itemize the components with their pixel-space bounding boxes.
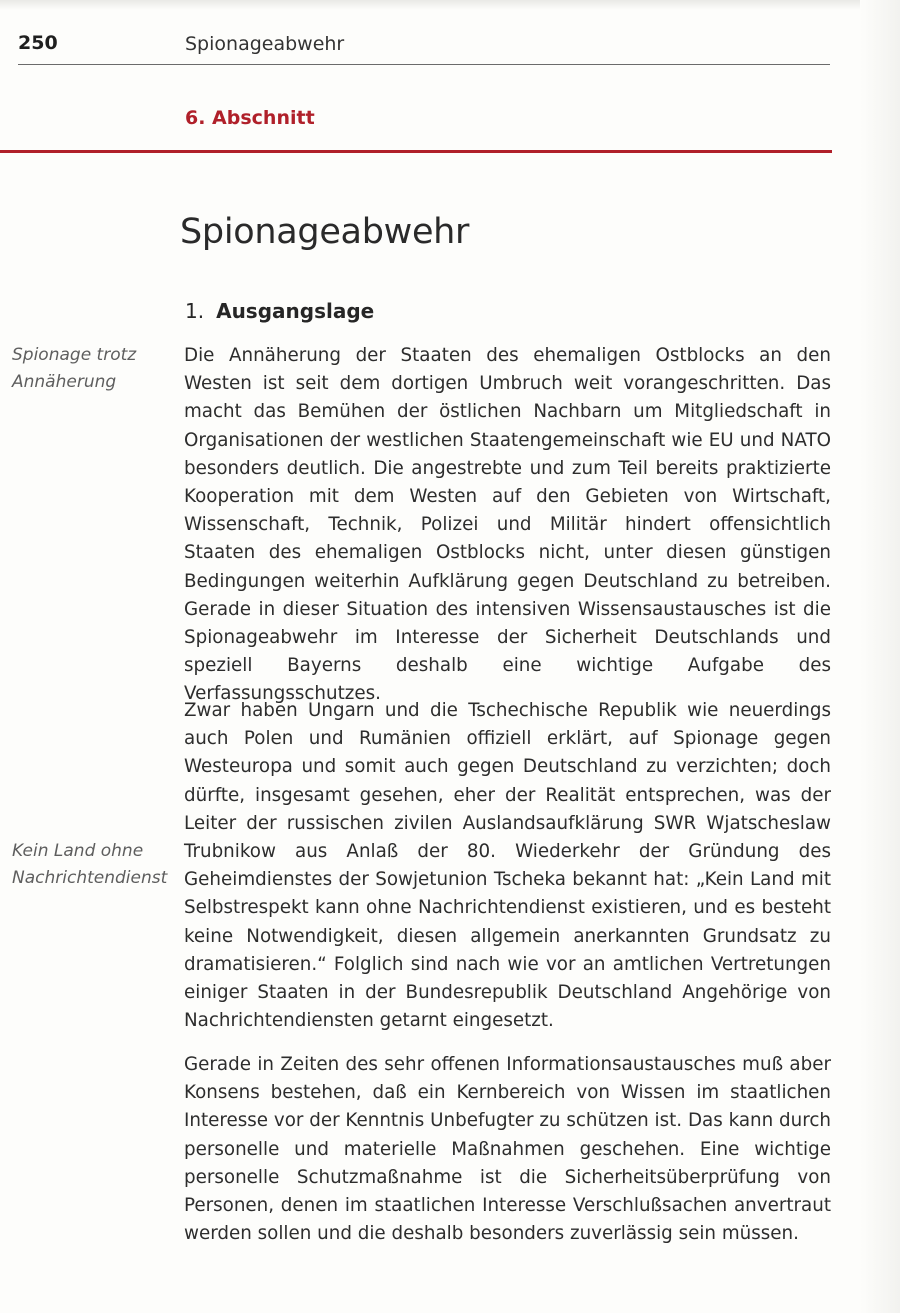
margin-note-nachrichtendienst: [12, 838, 167, 892]
body-paragraph-3: Gerade in Zeiten des sehr offenen Informationsaustausches muß aber Konsens bestehen, daß ein Kernbereich von Wissen im staatlichen Interesse vor der Kenntnis Unbefugter zu schützen ist. Das kann durch personelle und materielle Maßnahmen geschehen. Eine wichtige personelle Schutzmaßnahme ist die Sicherheitsüberprüfung von Personen, denen im staatlichen Interesse Verschlußsachen anvertraut werden sollen und die deshalb besonders zuverlässig sein müssen.: [184, 1054, 831, 1245]
chapter-title: Spionageabwehr: [180, 212, 470, 252]
margin-note-line: Nachrichtendienst: [12, 868, 168, 888]
running-title: Spionageabwehr: [185, 33, 345, 55]
margin-note-line: Kein Land ohne: [12, 841, 144, 861]
section-divider: [0, 150, 832, 153]
margin-note-line: Annäherung: [12, 372, 117, 392]
section-label: 6. Abschnitt: [185, 107, 315, 129]
page-right-shadow: [860, 0, 900, 1313]
running-header: [18, 32, 830, 65]
subsection-number: 1.: [185, 299, 205, 323]
body-paragraph-2: Zwar haben Ungarn und die Tschechische Republik wie neuerdings auch Polen und Rumänien offiziell erklärt, auf Spionage gegen Westeuropa und somit auch gegen Deutschland zu verzichten; doch dürfte, insgesamt gesehen, eher der Realität entsprechen, was der Leiter der russischen zivilen Auslandsaufklärung SWR Wjatscheslaw Trubnikow aus Anlaß der 80. Wiederkehr der Gründung des Geheimdienstes der Sowjetunion Tscheka bekannt hat: „Kein Land mit Selbstrespekt kann ohne Nachrichtendienst existieren, und es besteht keine Notwendigkeit, diesen allgemein anerkannten Grundsatz zu dramatisieren.“ Folglich sind nach wie vor an amtlichen Vertretungen einiger Staaten in der Bundesrepublik Deutschland Angehörige von Nachrichtendiensten getarnt eingesetzt.: [184, 700, 831, 1032]
page-number: 250: [18, 32, 58, 54]
body-paragraph-1: Die Annäherung der Staaten des ehemaligen Ostblocks an den Westen ist seit dem dortigen Umbruch weit vorangeschritten. Das macht das Bemühen der östlichen Nachbarn um Mitgliedschaft in Organisationen der westlichen Staatengemeinschaft wie EU und NATO besonders deutlich. Die angestrebte und zum Teil bereits praktizierte Kooperation mit dem Westen auf den Gebieten von Wirtschaft, Wissenschaft, Technik, Polizei und Militär hindert offensichtlich Staaten des ehemaligen Ostblocks nicht, unter diesen günstigen Bedingungen weiterhin Aufklärung gegen Deutschland zu betreiben. Gerade in dieser Situation des intensiven Wissensaustausches ist die Spionageabwehr im Interesse der Sicherheit Deutschlands und speziell Bayerns deshalb eine wichtige Aufgabe des Verfassungsschutzes.: [184, 345, 831, 705]
subsection-heading: [185, 299, 374, 323]
margin-note-spionage: [12, 342, 136, 396]
subsection-title: Ausgangslage: [216, 299, 375, 323]
margin-note-line: Spionage trotz: [12, 345, 137, 365]
page-top-shadow: [0, 0, 900, 10]
